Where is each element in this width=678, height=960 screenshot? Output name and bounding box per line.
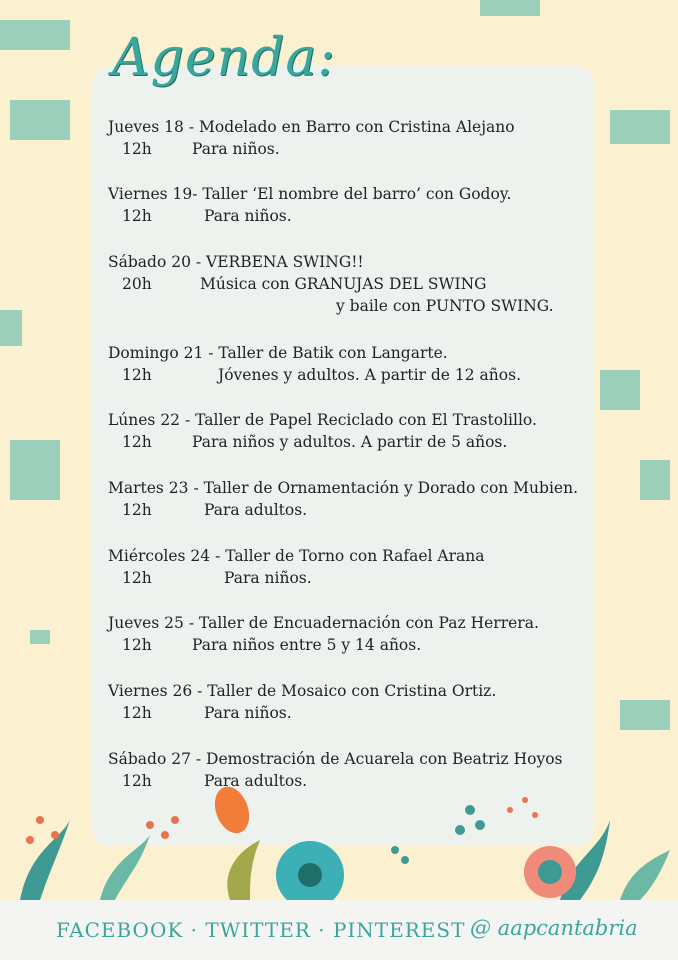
brush-stroke <box>620 700 670 730</box>
social-links: FACEBOOK · TWITTER · PINTEREST <box>56 918 466 942</box>
event-heading: Viernes 19- Taller ‘El nombre del barro’ con Godoy. <box>108 185 512 203</box>
event-description: Para adultos. <box>204 501 308 519</box>
event-heading: Miércoles 24 - Taller de Torno con Rafael Arana <box>108 547 485 565</box>
event-time: 12h <box>122 433 152 451</box>
event-description: Música con GRANUJAS DEL SWING <box>200 275 487 293</box>
flower-icon <box>209 782 576 900</box>
brush-stroke <box>610 110 670 144</box>
event-description: Para niños. <box>192 140 280 158</box>
event-description: Para niños. <box>224 569 312 587</box>
event-description: Para niños y adultos. A partir de 5 años. <box>192 433 508 451</box>
event-description: Jóvenes y adultos. A partir de 12 años. <box>218 366 521 384</box>
berry-icon <box>26 797 538 844</box>
event-heading: Sábado 20 - VERBENA SWING!! <box>108 253 364 271</box>
event-time: 12h <box>122 704 152 722</box>
event-time: 12h <box>122 501 152 519</box>
brush-stroke <box>600 370 640 410</box>
brush-stroke <box>640 460 670 500</box>
event-item <box>108 680 496 724</box>
event-description: Para niños entre 5 y 14 años. <box>192 636 422 654</box>
social-handle: @ aapcantabria <box>470 916 638 940</box>
event-item <box>108 409 537 453</box>
event-time: 12h <box>122 569 152 587</box>
event-heading: Martes 23 - Taller de Ornamentación y Dorado con Mubien. <box>108 479 578 497</box>
brush-stroke <box>0 20 70 50</box>
brush-stroke <box>480 0 540 16</box>
event-time: 12h <box>122 366 152 384</box>
event-time: 12h <box>122 636 152 654</box>
event-description-continued: y baile con PUNTO SWING. <box>336 297 554 315</box>
event-heading: Jueves 18 - Modelado en Barro con Cristina Alejano <box>108 118 515 136</box>
event-item <box>108 477 578 521</box>
event-time: 12h <box>122 207 152 225</box>
event-item <box>108 545 484 589</box>
page-title: Agenda: <box>112 28 336 88</box>
event-time: 12h <box>122 140 152 158</box>
event-description: Para niños. <box>204 207 292 225</box>
flower-illustration <box>0 780 678 900</box>
event-description: Para adultos. <box>204 772 308 790</box>
footer <box>0 900 678 960</box>
brush-stroke <box>30 630 50 644</box>
event-heading: Lúnes 22 - Taller de Papel Reciclado con El Trastolillo. <box>108 411 537 429</box>
event-time: 20h <box>122 275 152 293</box>
event-heading: Jueves 25 - Taller de Encuadernación con Paz Herrera. <box>108 614 539 632</box>
event-time: 12h <box>122 772 152 790</box>
brush-stroke <box>10 100 70 140</box>
berry-icon <box>391 805 485 864</box>
event-item <box>108 116 515 160</box>
brush-stroke <box>0 310 22 346</box>
event-item <box>108 612 539 656</box>
brush-stroke <box>10 440 60 500</box>
event-heading: Viernes 26 - Taller de Mosaico con Cristina Ortiz. <box>108 682 497 700</box>
event-item <box>108 342 521 386</box>
event-item <box>108 183 511 227</box>
event-heading: Domingo 21 - Taller de Batik con Langarte. <box>108 344 448 362</box>
event-description: Para niños. <box>204 704 292 722</box>
event-item <box>108 251 554 317</box>
event-heading: Sábado 27 - Demostración de Acuarela con Beatriz Hoyos <box>108 750 563 768</box>
